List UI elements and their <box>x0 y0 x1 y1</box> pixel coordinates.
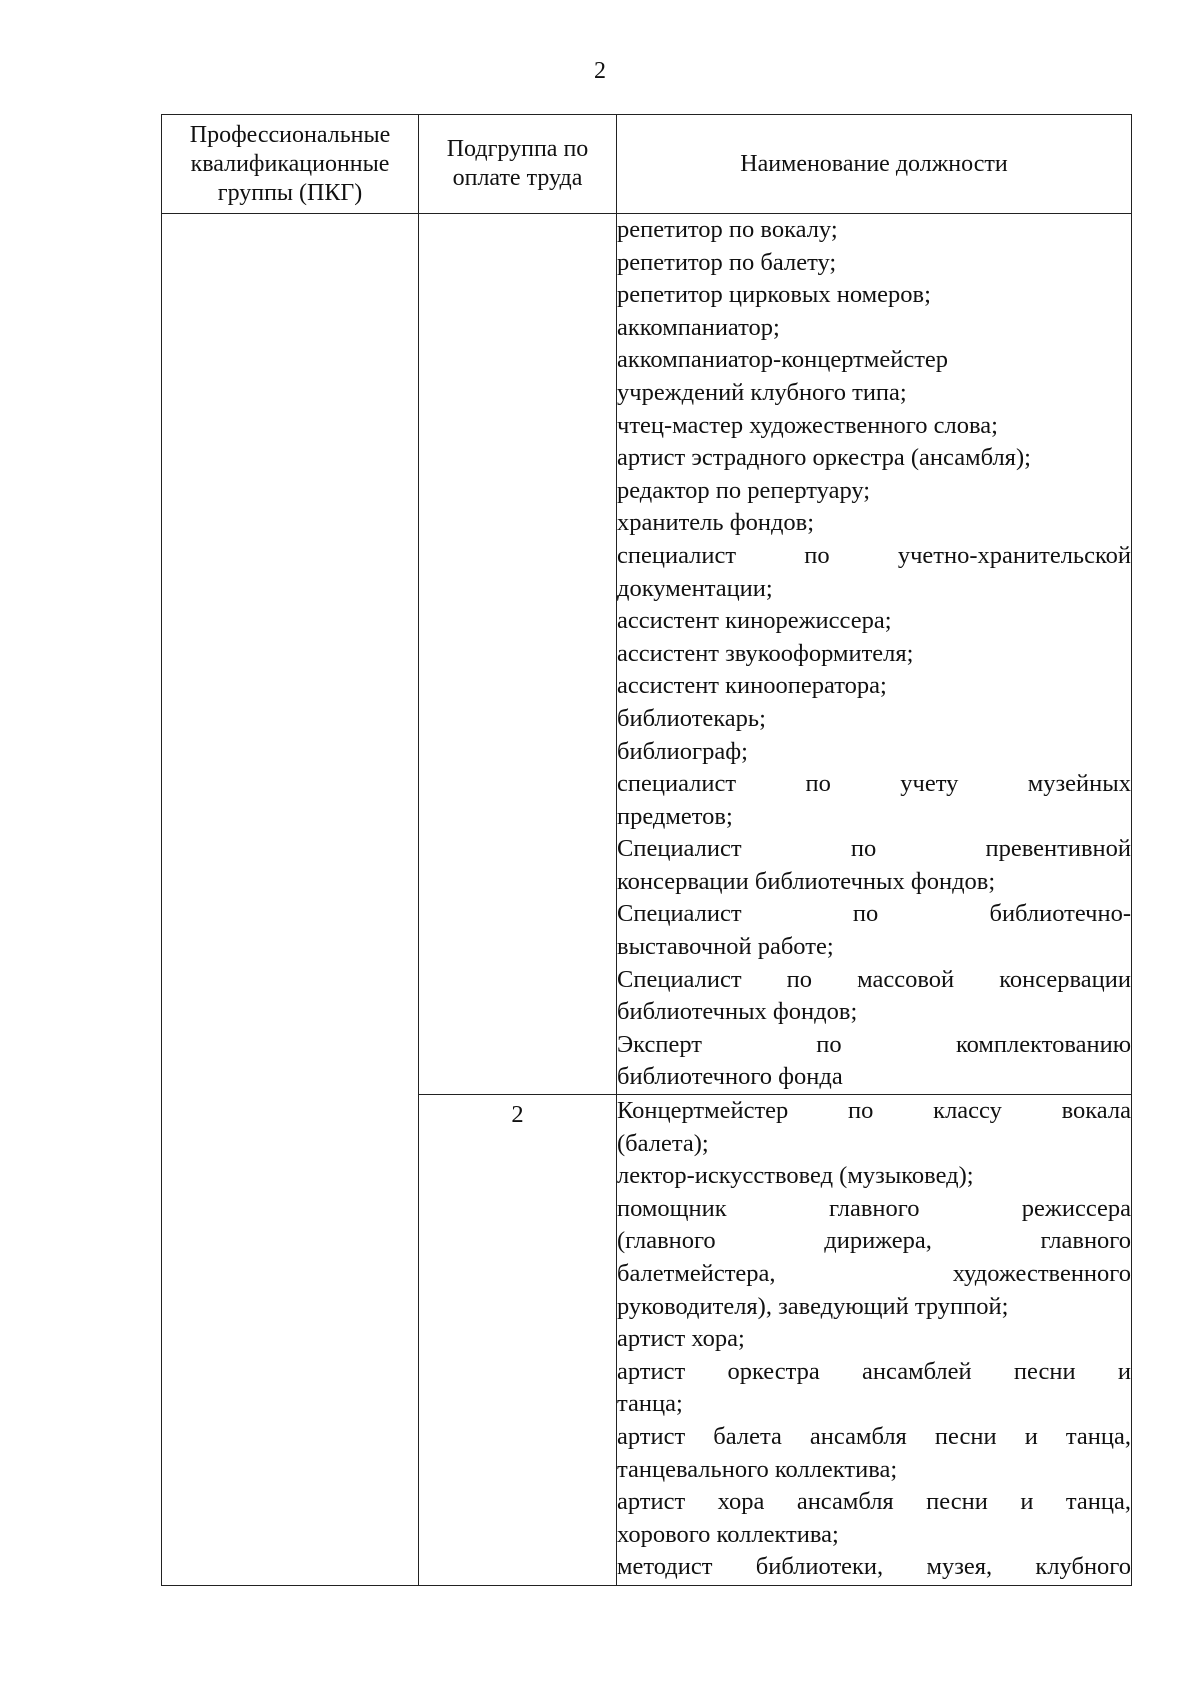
position-line: специалист по учету музейных <box>617 770 1131 798</box>
position-line: библиотекарь; <box>617 704 766 732</box>
position-line: (балета); <box>617 1129 709 1157</box>
position-line: Эксперт по комплектованию <box>617 1030 1131 1058</box>
position-line: танцевального коллектива; <box>617 1455 898 1483</box>
position-line: чтец-мастер художественного слова; <box>617 411 998 439</box>
header-subgroup <box>419 115 617 214</box>
position-line: ассистент звукооформителя; <box>617 639 914 667</box>
position-line: библиотечных фондов; <box>617 998 858 1026</box>
page-number: 2 <box>594 58 606 84</box>
position-line: специалист по учетно-хранительской <box>617 541 1131 569</box>
subgroup-value <box>419 214 616 218</box>
header-pkg-label: Профессиональные квалификационные группы (ПКГ) <box>189 121 391 206</box>
header-pkg <box>162 115 419 214</box>
position-line: танца; <box>617 1390 683 1418</box>
position-line: аккомпаниатор-концертмейстер <box>617 346 949 374</box>
subgroup-cell <box>419 1095 617 1586</box>
position-line: консервации библиотечных фондов; <box>617 867 996 895</box>
position-line: артист эстрадного оркестра (ансамбля); <box>617 444 1031 472</box>
position-line: хранитель фондов; <box>617 509 815 537</box>
position-line: Специалист по превентивной <box>617 835 1131 863</box>
position-line: редактор по репертуару; <box>617 476 871 504</box>
position-line: репетитор цирковых номеров; <box>617 281 931 309</box>
table-header-row <box>162 115 1132 214</box>
position-line: методист библиотеки, музея, клубного <box>617 1553 1131 1581</box>
position-line: (главного дирижера, главного <box>617 1227 1131 1255</box>
position-line: балетмейстера, художественного <box>617 1260 1131 1287</box>
position-line: репетитор по вокалу; <box>617 216 838 243</box>
position-line: помощник главного режиссера <box>617 1194 1131 1222</box>
positions-cell <box>617 214 1132 1095</box>
position-line: выставочной работе; <box>617 933 834 961</box>
position-line: артист оркестра ансамблей песни и <box>617 1357 1131 1385</box>
position-line: предметов; <box>617 802 733 830</box>
pkg-cell <box>162 214 419 1586</box>
position-line: ассистент кинооператора; <box>617 672 887 700</box>
header-subgroup-label: Подгруппа по оплате труда <box>446 136 589 191</box>
position-line: руководителя), заведующий труппой; <box>617 1292 1009 1320</box>
position-line: лектор-искусствовед (музыковед); <box>617 1162 974 1190</box>
subgroup-value: 2 <box>511 1101 524 1129</box>
table-row <box>162 214 1132 1095</box>
header-position-label: Наименование должности <box>740 150 1008 177</box>
header-position <box>617 115 1132 214</box>
position-line: учреждений клубного типа; <box>617 378 907 406</box>
position-line: Специалист по массовой консервации <box>617 965 1131 993</box>
position-line: артист хора; <box>617 1325 745 1353</box>
position-line: хорового коллектива; <box>617 1520 839 1548</box>
position-line: аккомпаниатор; <box>617 313 780 341</box>
position-line: Специалист по библиотечно- <box>617 900 1131 928</box>
position-line: Концертмейстер по классу вокала <box>617 1097 1131 1125</box>
position-line: артист балета ансамбля песни и танца, <box>617 1422 1131 1450</box>
positions-cell <box>617 1095 1132 1586</box>
position-line: репетитор по балету; <box>617 248 837 276</box>
position-line: документации; <box>617 574 773 602</box>
positions-table <box>161 114 1132 1586</box>
position-line: ассистент кинорежиссера; <box>617 607 892 635</box>
subgroup-cell <box>419 214 617 1095</box>
position-line: артист хора ансамбля песни и танца, <box>617 1488 1131 1516</box>
position-line: библиограф; <box>617 737 748 765</box>
position-line: библиотечного фонда <box>617 1063 843 1091</box>
